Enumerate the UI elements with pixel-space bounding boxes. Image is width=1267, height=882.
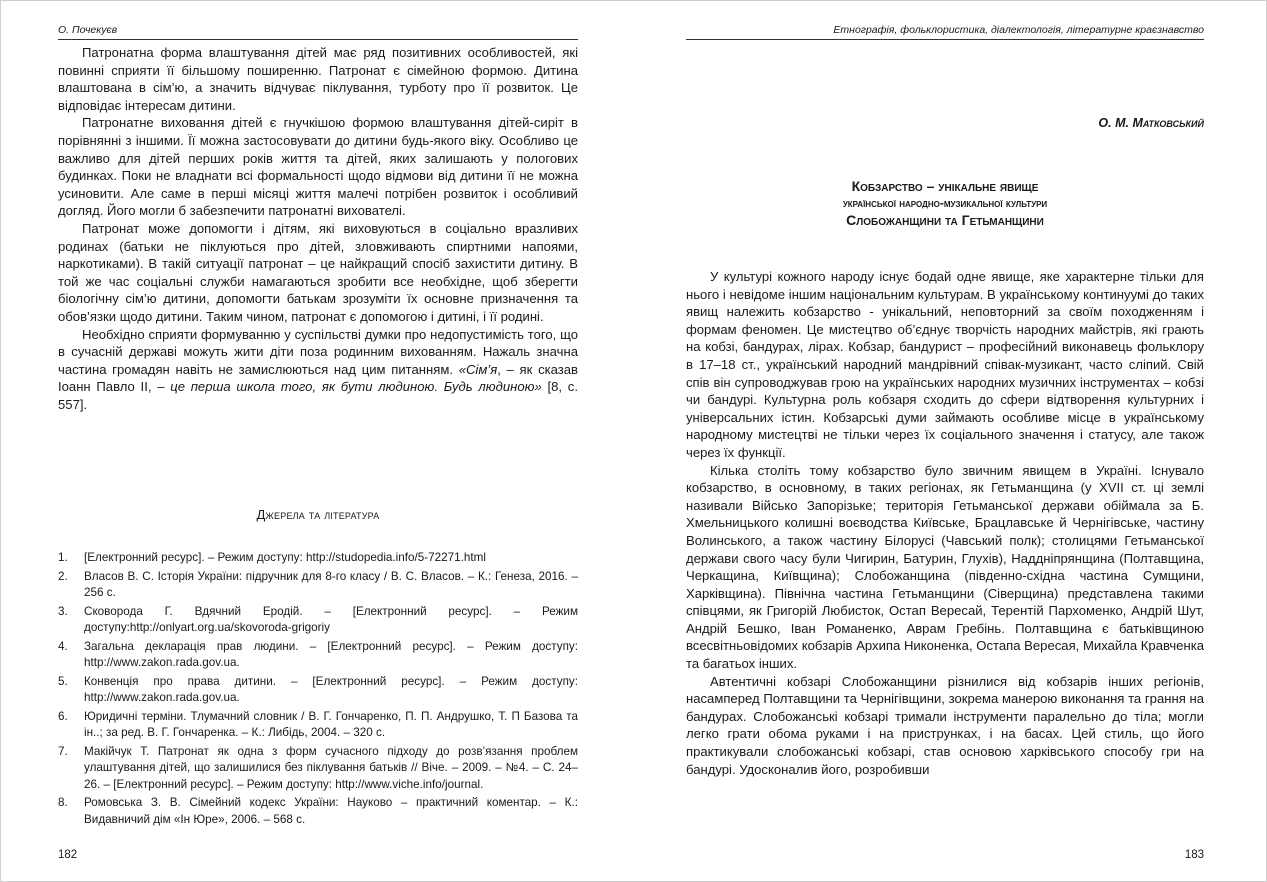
left-running-head: О. Почекуєв: [58, 24, 578, 40]
reference-text: Макійчук Т. Патронат як одна з форм сучасного підходу до розв’язання проблем улаштування дітей, що залишилися без піклування батьків // Віче. – 2009. – №4. – С. 24–26. – [Електронний ресурс]. – Режим доступу: http://www.viche.info/journal.: [84, 744, 578, 791]
left-paragraph-2: Патронатне виховання дітей є гнучкішою формою влаштування дітей-сиріт в порівнянні з іншими. Її можна застосовувати до дитини будь-якого віку. Особливо це важливо для дітей перших років життя та дітей, яких залишають у пологових будинках. Поки не владнати всі формальності щодо відмови від дитини її не можна усиновити. Але саме в перші місяці життя малечі потрібен розвиток і особливий догляд. Його могли б забезпечити патронатні вихователі.: [58, 115, 578, 219]
reference-item: [58, 795, 578, 828]
reference-number: 4.: [58, 639, 68, 653]
right-paragraph-2: Кілька століть тому кобзарство було звичним явищем в Україні. Існувало кобзарство, в основному, в таких регіонах, як Гетьманщина (у XVII ст. ці землі називали Військо Запорізьке; територія Гетьманської держави обіймала за Б. Хмельницького колишні воєводства Київське, Брацлавське й Чернігівське, частину Волинського, а також частину Білорусі (Чавський полк); столицями Гетьманської держави свого часу були Чигирин, Батурин, Глухів), Наддніпрянщина (Полтавщина, Черкащина, Київщина); Слобожанщина (південно-східна частина Сумщини, Харківщина). Північна частина Гетьманщини (Сіверщина) представлена такими співцями, як Григорій Любисток, Остап Вересай, Терентій Пархоменко, Андрій Шут, Андрій Бешко, Іван Романенко, Аврам Гребінь. Полтавщина є батьківщиною всесвітньовідомих кобзарів Архипа Никоненка, Остапа Вересая, Михайла Кравченка та багатьох інших.: [686, 462, 1204, 672]
references-list: [58, 550, 578, 830]
right-paragraph-3: Автентичні кобзарі Слобожанщини різнилися від кобзарів інших регіонів, насамперед Полтавщини та Чернігівщини, зокрема манерою виконання та грання на бандурах. Слобожанські кобзарі тримали інструменти паралельно до тіла; могли легко грати обома руками і на приструнках, і на басах. Цей стиль, що його практикували слобожанські кобзарі, став основою харківського способу гри на бандурі. Удосконалив його, розробивши: [686, 673, 1204, 777]
article-title: [686, 178, 1204, 229]
reference-text: Загальна декларація прав людини. – [Електронний ресурс]. – Режим доступу: http://www.zakon.rada.gov.ua.: [84, 639, 578, 669]
quote-first-school: це перша школа того, як бути людиною. Будь людиною»: [170, 379, 542, 395]
reference-number: 5.: [58, 674, 68, 688]
left-paragraph-1: Патронатна форма влаштування дітей має ряд позитивних особливостей, які повинні сприяти її більшому поширенню. Патронат є сімейною формою. Дитина влаштована в сім’ю, а значить відчуває піклування, турботу про її розвиток. Це відповідає інтересам дитини.: [58, 45, 578, 113]
title-line-2: української народно-музикальної культури: [842, 196, 1048, 210]
reference-item: [58, 744, 578, 794]
reference-number: 1.: [58, 551, 68, 564]
reference-text: Власов В. С. Історія України: підручник для 8-го класу / В. С. Власов. – К.: Генеза, 2016. – 256 с.: [84, 569, 578, 599]
reference-item: [58, 639, 578, 672]
paragraph-4-text-a: Необхідно сприяти формуванню у суспільстві думки про недопустимість того, що в сучасній державі можуть жити діти поза родинним вихованням. Нажаль значна частина громадян навіть не замислюються над цим питанням.: [58, 326, 578, 377]
reference-item: [58, 550, 578, 567]
right-page-number: 183: [1184, 849, 1204, 861]
author-surname: Матковський: [1132, 116, 1204, 130]
reference-text: Сковорода Г. Вдячний Еродій. – [Електронний ресурс]. – Режим доступу:http://onlyart.org.ua/skovoroda-grigoriy: [84, 604, 578, 634]
left-page-number: 182: [58, 849, 78, 861]
reference-item: [58, 709, 578, 742]
left-body-text: [58, 44, 578, 413]
right-body-text: [686, 268, 1204, 778]
reference-number: 7.: [58, 744, 68, 758]
right-running-head: Етнографія, фольклористика, діалектологія, літературне краєзнавство: [686, 24, 1204, 40]
reference-number: 2.: [58, 569, 68, 583]
references-heading: Джерела та література: [256, 507, 380, 522]
author-initials: О. М.: [1098, 116, 1129, 130]
reference-number: 8.: [58, 796, 68, 809]
reference-text: [Електронний ресурс]. – Режим доступу: http://studopedia.info/5-72271.html: [84, 551, 486, 564]
reference-item: [58, 569, 578, 602]
paragraph-4-citation: [8, с. 557].: [58, 379, 578, 412]
reference-number: 3.: [58, 604, 68, 618]
title-line-3: Слобожанщини та Гетьманщини: [846, 212, 1044, 228]
reference-text: Конвенція про права дитини. – [Електронний ресурс]. – Режим доступу: http://www.zakon.rada.gov.ua.: [84, 674, 578, 704]
right-page: [686, 0, 1204, 882]
reference-item: [58, 604, 578, 637]
right-paragraph-1: У культурі кожного народу існує бодай одне явище, яке характерне тільки для нього і невідоме іншим національним культурам. В українському континуумі до таких явищ належить кобзарство - унікальний, неповторний за своїм походженням і формам феномен. Це мистецтво об’єднує творчість народних майстрів, які грають на кобзі, бандурах, лірах. Кобзар, бандурист – професійний виконавець фольклору в 17–18 ст., український народний мандрівний співак-музикант, часто сліпий. Свій спів він супроводжував грою на українських народних музичних інструментах – кобзі чи бандурі. Культурна роль кобзаря сходить до сфери відтворення культурних і універсальних істин. Кобзарські думи займають особливе місце в українському народному мистецтві не тільки через їх соціального значення і статусу, але також через їх функції.: [686, 269, 1204, 460]
reference-text: Юридичні терміни. Тлумачний словник / В. Г. Гончаренко, П. П. Андрушко, Т. П Базова та ін..; за ред. В. Г. Гончаренка. – К.: Либідь, 2004. – 320 с.: [84, 709, 578, 739]
left-paragraph-3: Патронат може допомогти і дітям, які виховуються в соціально вразливих родинах (батьки не піклуються про дітей, зловживають спиртними напоями, наркотиками). В такій ситуації патронат – це найкращий спосіб захистити дитину. В той же час соціальні служби намагаються зробити все необхідне, щоб зберегти біологічну сім’ю дитини, допомогти батькам зрозуміти їх основне призначення та обов’язки щодо дитини. Таким чином, патронат є допомогою і дитині, і її родині.: [58, 220, 578, 324]
reference-item: [58, 674, 578, 707]
reference-number: 6.: [58, 709, 68, 723]
left-paragraph-4: [58, 326, 578, 414]
paragraph-4-text-b: , – як сказав Іоанн Павло ІІ, –: [58, 361, 579, 395]
reference-text: Ромовська З. В. Сімейний кодекс України: Науково – практичний коментар. – К.: Видавничий дім «Ін Юре», 2006. – 568 с.: [84, 796, 578, 826]
article-author: [1098, 116, 1204, 130]
left-page: [58, 0, 578, 882]
title-line-1: Кобзарство – унікальне явище: [851, 178, 1039, 194]
quote-family: «Сім’я: [458, 361, 498, 377]
